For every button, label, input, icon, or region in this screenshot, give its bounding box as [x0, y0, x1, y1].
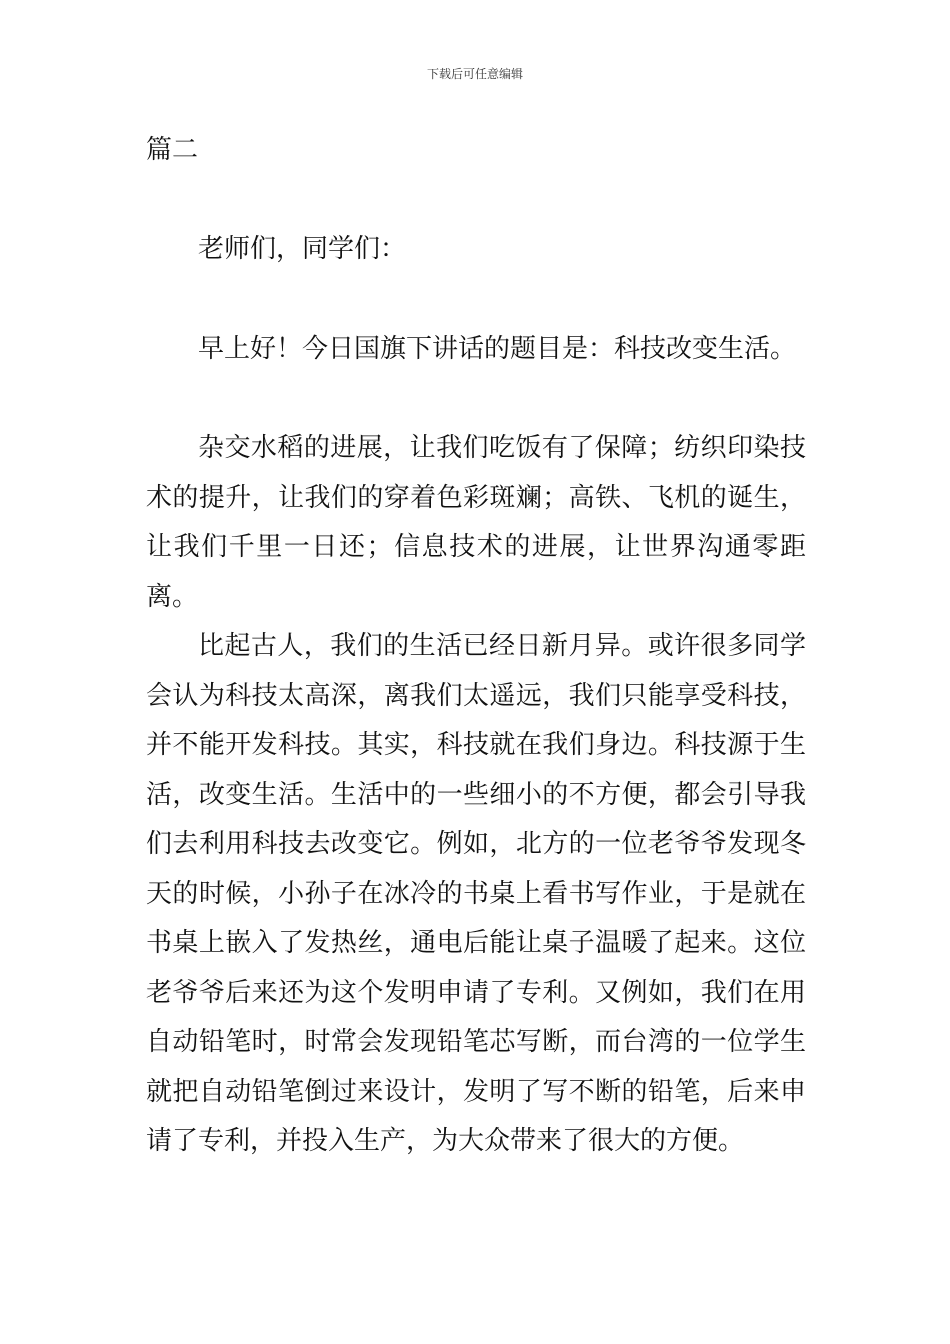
- paragraph-technology-in-life: [146, 622, 806, 1167]
- paragraph-text: 早上好！今日国旗下讲话的题目是：科技改变生活。: [198, 334, 797, 364]
- section-title: 篇二: [146, 135, 199, 165]
- paragraph-greeting: [146, 225, 806, 275]
- page-header-note: 下载后可任意编辑: [426, 67, 523, 81]
- paragraph-technology-progress: [146, 424, 806, 622]
- paragraph-text: 比起古人，我们的生活已经日新月异。或许很多同学会认为科技太高深，离我们太遥远，我们只能享受科技，并不能开发科技。其实，科技就在我们身边。科技源于生活，改变生活。生活中的一些细小的不方便，都会引导我们去利用科技去改变它。例如，北方的一位老爷爷发现冬天的时候，小孙子在冰冷的书桌上看书写作业，于是就在书桌上嵌入了发热丝，通电后能让桌子温暖了起来。这位老爷爷后来还为这个发明申请了专利。又例如，我们在用自动铅笔时，时常会发现铅笔芯写断，而台湾的一位学生就把自动铅笔倒过来设计，发明了写不断的铅笔，后来申请了专利，并投入生产，为大众带来了很大的方便。: [146, 631, 806, 1156]
- paragraph-text: 杂交水稻的进展，让我们吃饭有了保障；纺织印染技术的提升，让我们的穿着色彩斑斓；高铁、飞机的诞生，让我们千里一日还；信息技术的进展，让世界沟通零距离。: [146, 433, 806, 612]
- paragraph-text: 老师们，同学们：: [198, 234, 407, 264]
- paragraph-opening: [146, 325, 806, 375]
